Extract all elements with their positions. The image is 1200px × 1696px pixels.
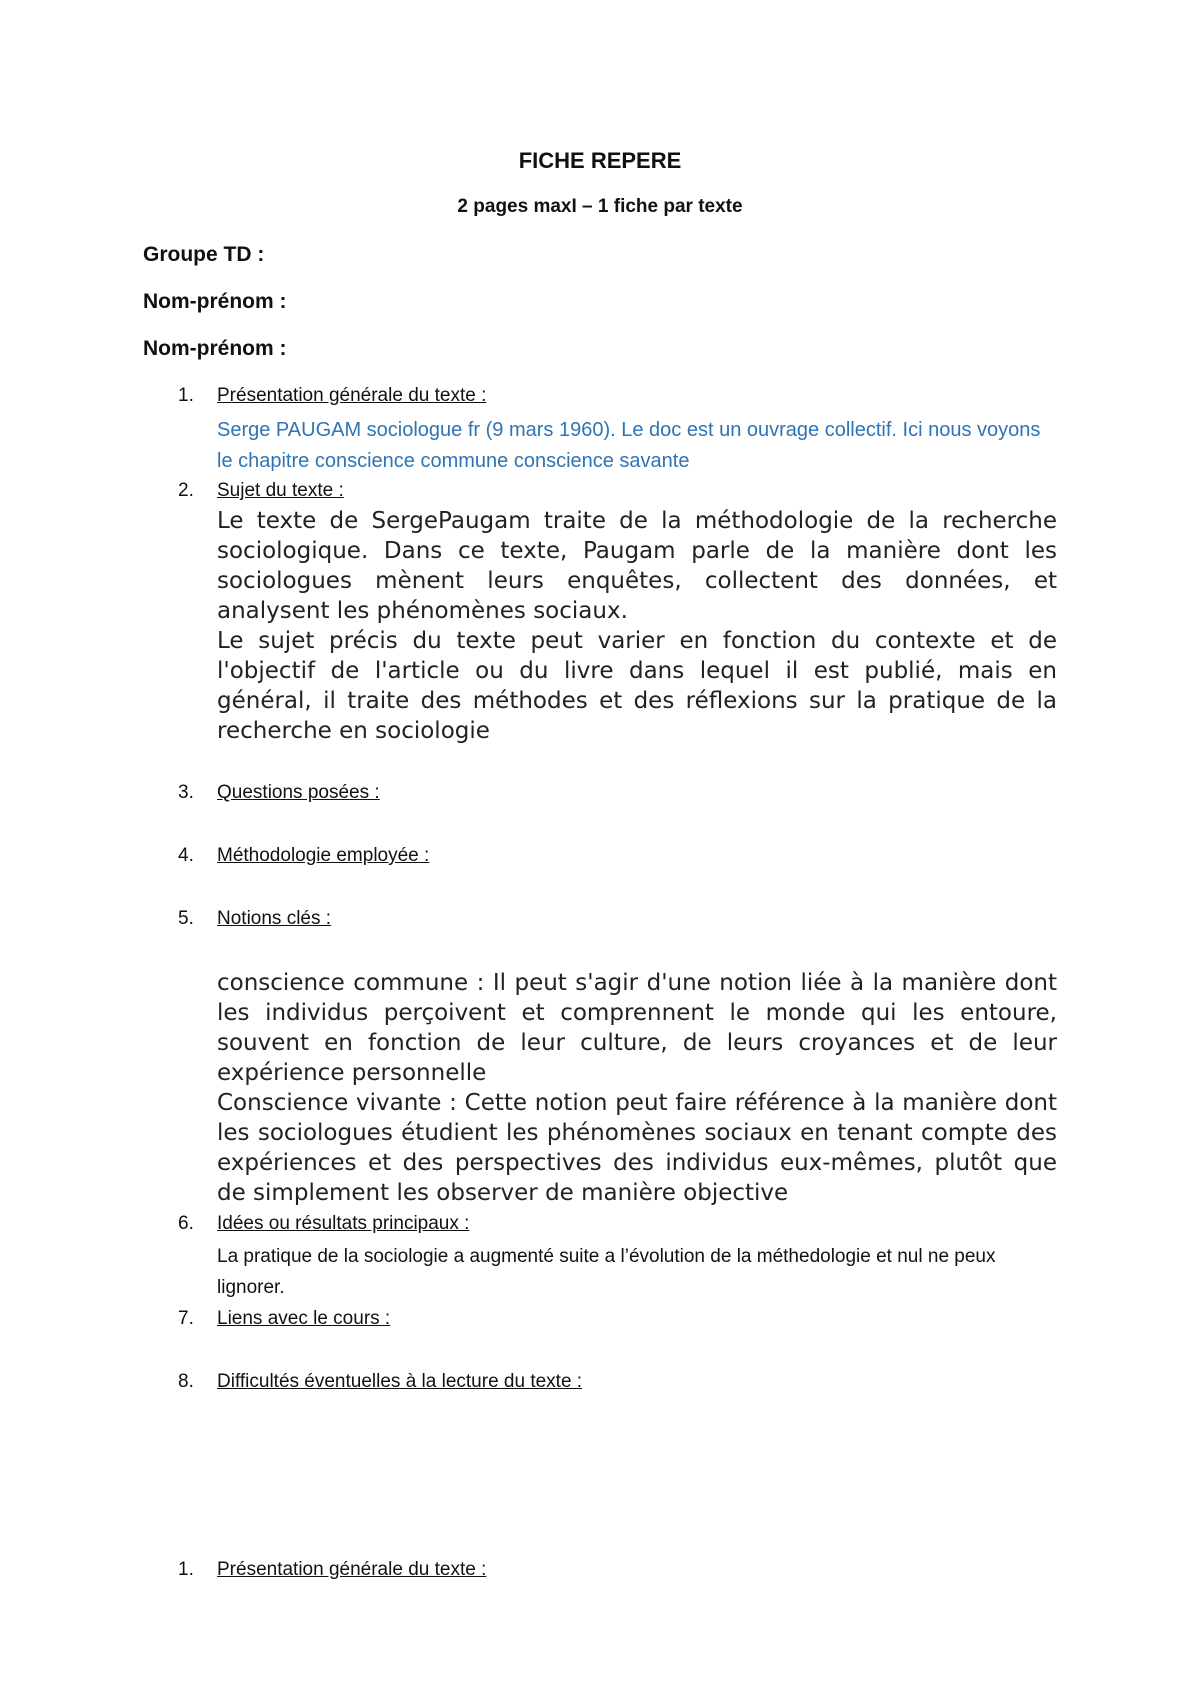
section-number: 7. [178,1308,194,1329]
section-number: 1. [178,385,194,406]
section-number: 5. [178,908,194,929]
section-heading: Difficultés éventuelles à la lecture du texte : [217,1371,583,1392]
section-number: 3. [178,782,194,803]
document-title: FICHE REPERE [518,148,682,173]
section-body [217,506,1057,746]
section-body: La pratique de la sociologie a augmenté suite a l’évolution de la méthedologie et nul ne peux lignorer. [217,1246,996,1298]
section-heading: Questions posées : [217,782,380,803]
section-number: 1. [178,1559,194,1580]
document-subtitle: 2 pages maxI – 1 fiche par texte [457,196,743,217]
paragraph: Le texte de SergePaugam traite de la méthodologie de la recherche sociologique. Dans ce texte, Paugam parle de la manière dont les sociologues mènent leurs enquêtes, collectent des données, et analysent les phénomènes sociaux. [217,508,1057,624]
section-body: Serge PAUGAM sociologue fr (9 mars 1960). Le doc est un ouvrage collectif. Ici nous voyons le chapitre conscience commune conscience savante [217,419,1041,472]
paragraph: Conscience vivante : Cette notion peut faire référence à la manière dont les sociologues étudient les phénomènes sociaux en tenant compte des expériences et des perspectives des individus eux-mêmes, plutôt que de simplement les observer de manière objective [217,1090,1057,1206]
name-field-label-2: Nom-prénom : [143,337,287,360]
section-number: 2. [178,480,194,501]
paragraph: Le sujet précis du texte peut varier en fonction du contexte et de l'objectif de l'article ou du livre dans lequel il est publié, mais en général, il traite des méthodes et des réflexions sur la pratique de la recherche en sociologie [217,628,1057,744]
paragraph: conscience commune : Il peut s'agir d'une notion liée à la manière dont les individus perçoivent et comprennent le monde qui les entoure, souvent en fonction de leur culture, de leurs croyances et de leur expérience personnelle [217,970,1057,1086]
name-field-label-1: Nom-prénom : [143,290,287,313]
section-body [217,968,1057,1208]
section-heading: Sujet du texte : [217,480,344,501]
section-heading: Présentation générale du texte : [217,385,487,406]
section-number: 8. [178,1371,194,1392]
section-heading: Liens avec le cours : [217,1308,391,1329]
group-field-label: Groupe TD : [143,243,265,266]
section-number: 4. [178,845,194,866]
section-heading: Idées ou résultats principaux : [217,1213,470,1234]
section-heading: Notions clés : [217,908,332,929]
section-heading: Méthodologie employée : [217,845,430,866]
section-heading: Présentation générale du texte : [217,1559,487,1580]
section-number: 6. [178,1213,194,1234]
